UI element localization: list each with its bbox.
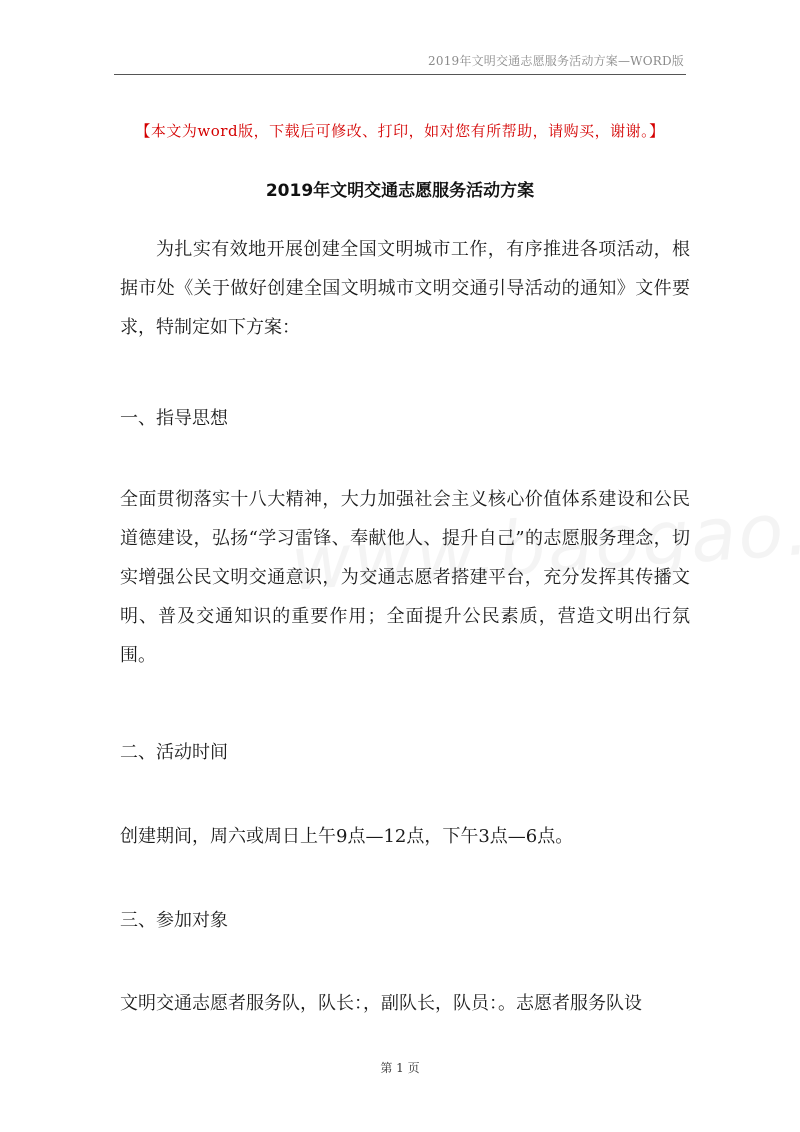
section-body-guiding-thought: 全面贯彻落实十八大精神，大力加强社会主义核心价值体系建设和公民道德建设，弘扬“学习雷锋、奉献他人、提升自己”的志愿服务理念，切实增强公民文明交通意识，为交通志愿者搭建平台，充分发挥其传播文明、普及交通知识的重要作用；全面提升公民素质，营造文明出行氛围。 [120,489,690,666]
section-heading-participants: 三、参加对象 [120,910,228,931]
section-body-participants: 文明交通志愿者服务队，队长：，副队长，队员：。志愿者服务队设 [120,993,642,1014]
header-rule [114,74,686,75]
document-title: 2019年文明交通志愿服务活动方案 [265,181,535,201]
section-body-activity-time: 创建期间，周六或周日上午9点—12点，下午3点—6点。 [120,826,574,847]
section-heading-activity-time: 二、活动时间 [120,742,228,763]
page-number: 第 1 页 [380,1061,420,1075]
running-header: 2019年文明交通志愿服务活动方案—WORD版 [428,54,684,68]
section-heading-guiding-thought: 一、指导思想 [120,408,228,429]
intro-paragraph: 为扎实有效地开展创建全国文明城市工作，有序推进各项活动，根据市处《关于做好创建全国文明城市文明交通引导活动的通知》文件要求，特制定如下方案： [120,239,690,338]
download-notice: 【本文为word版，下载后可修改、打印，如对您有所帮助，请购买，谢谢。】 [135,122,665,140]
